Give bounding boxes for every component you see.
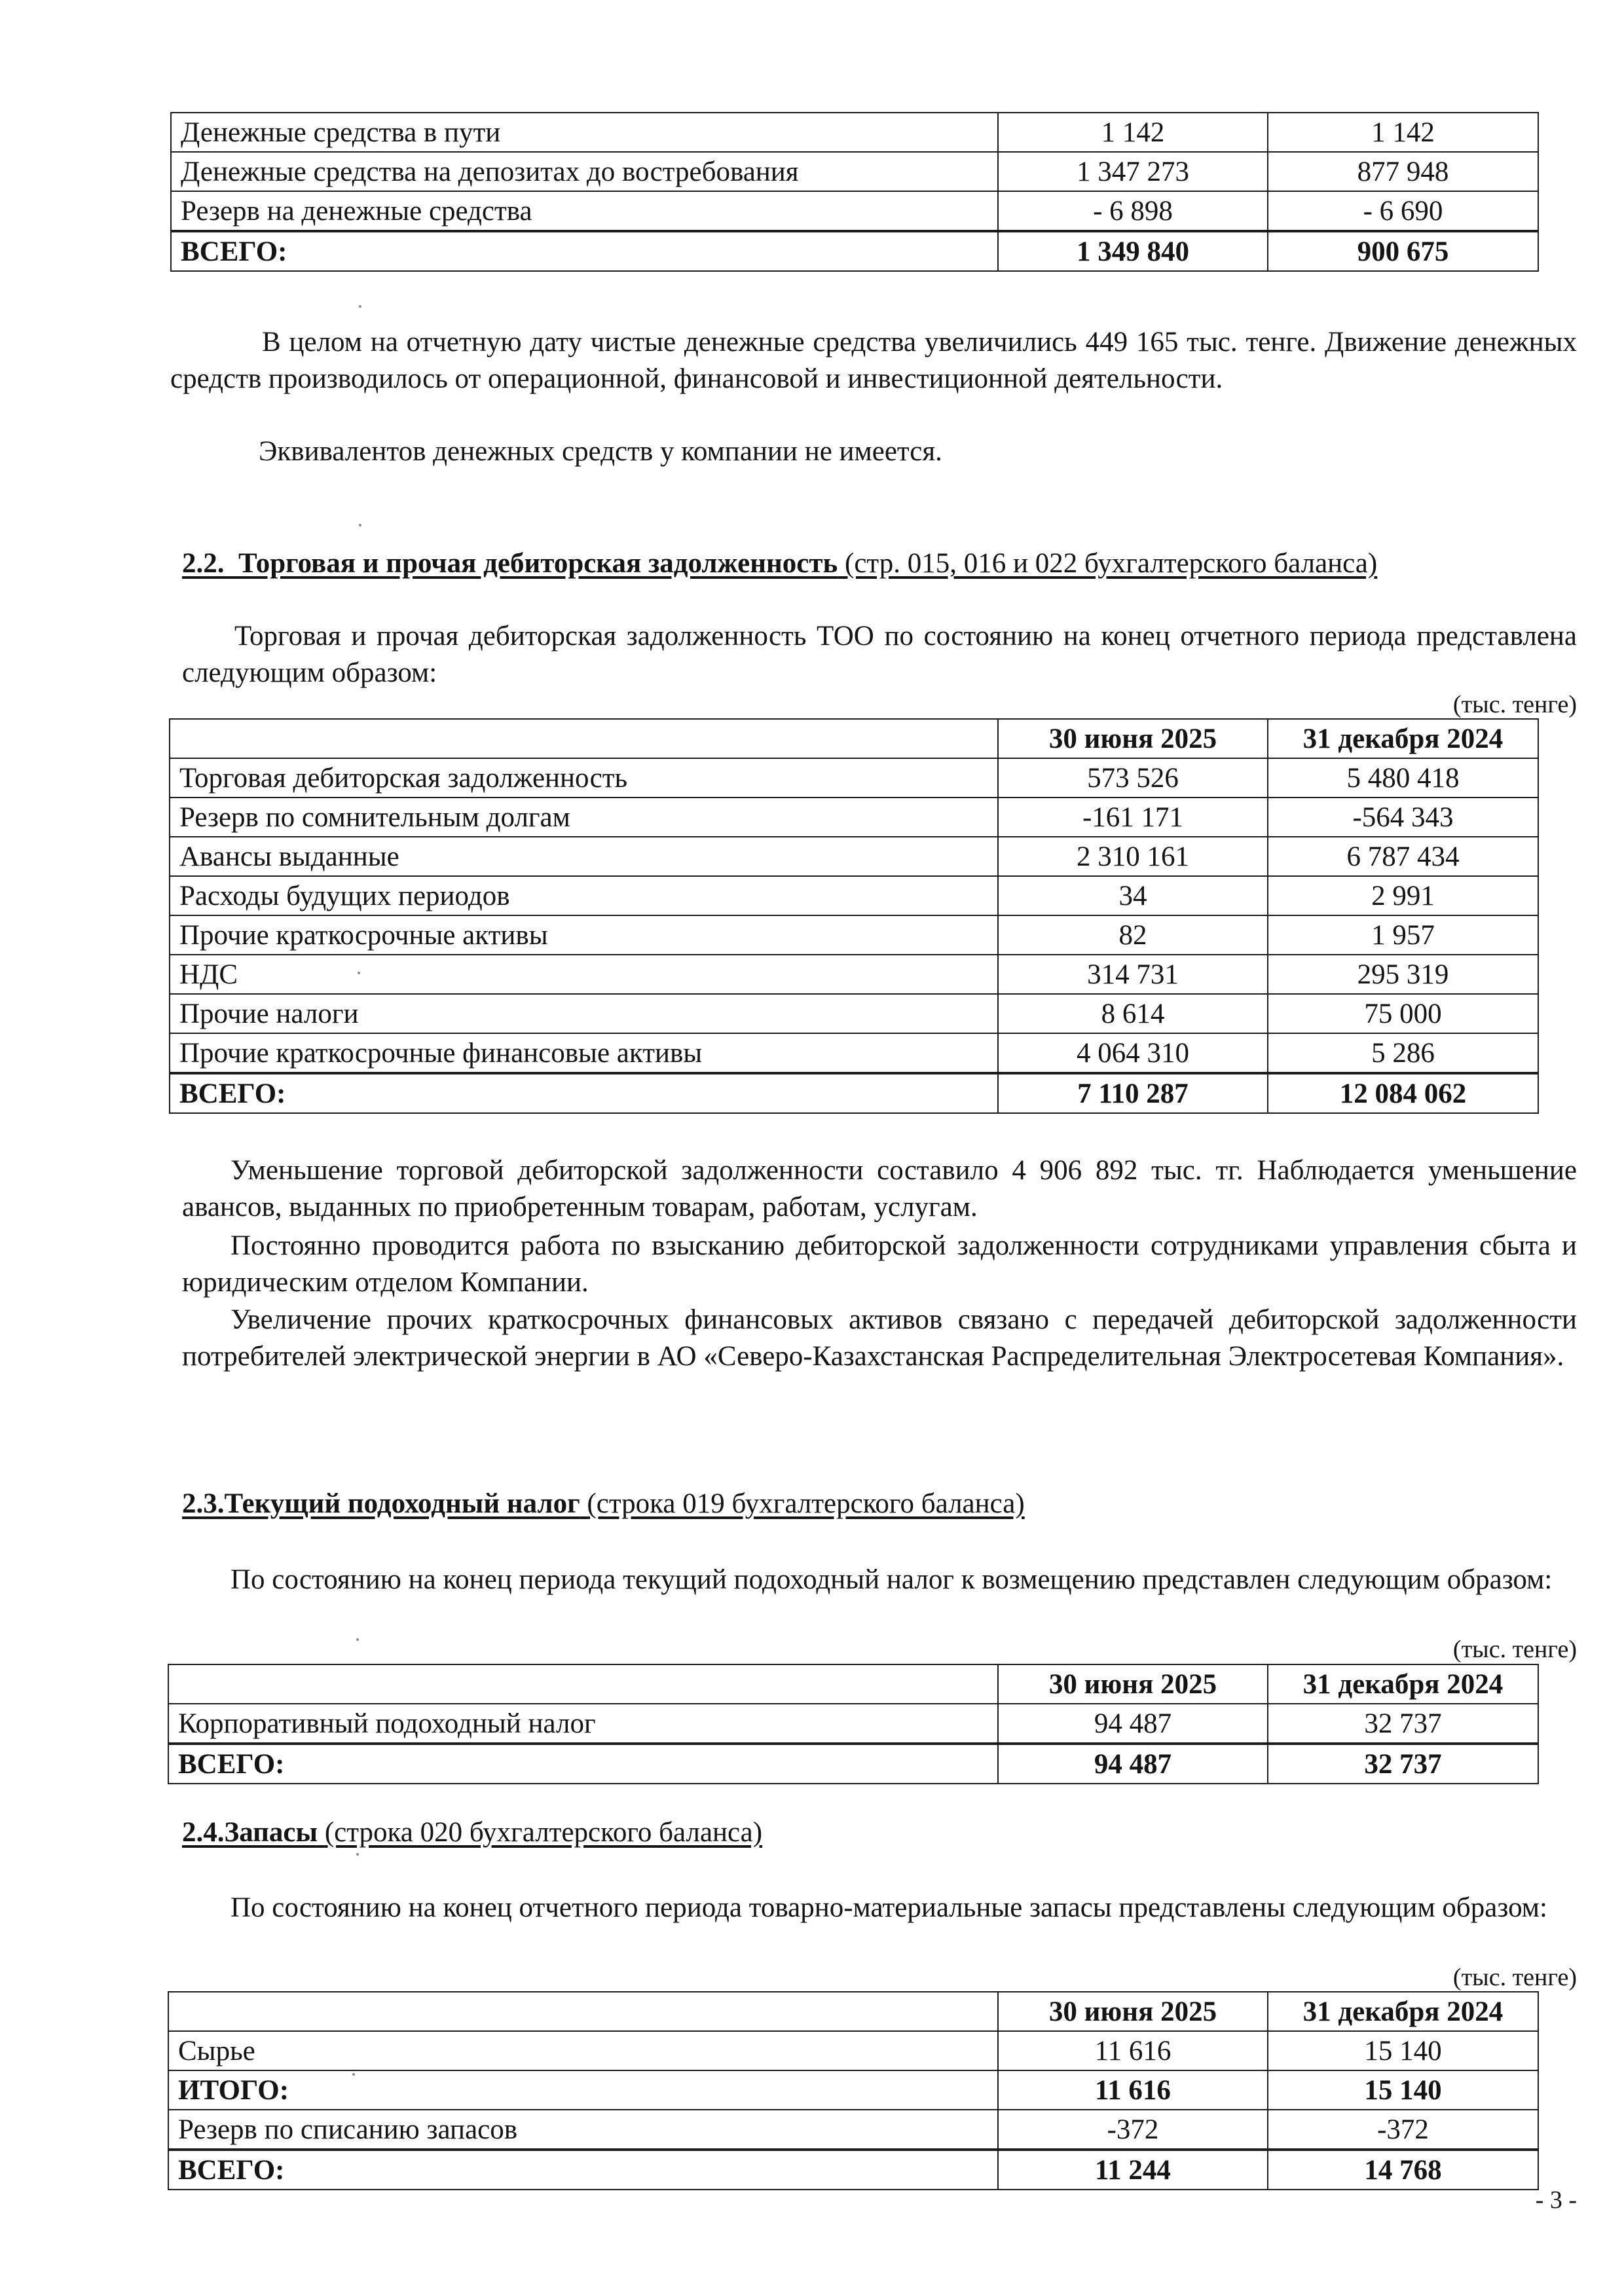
header-2024: 31 декабря 2024 <box>1268 719 1538 758</box>
table-row <box>170 758 1538 798</box>
section-2-3-heading <box>182 1488 1025 1520</box>
scan-speck <box>356 1853 359 1856</box>
scan-speck <box>359 305 361 308</box>
total-label: ВСЕГО: <box>170 1073 998 1113</box>
subtotal-label: ИТОГО: <box>168 2070 998 2110</box>
section-2-4-heading <box>182 1816 762 1848</box>
section-ref: (строка 020 бухгалтерского баланса) <box>324 1817 763 1848</box>
total-2024: 900 675 <box>1268 231 1538 271</box>
total-row <box>168 2150 1538 2190</box>
row-label: НДС <box>170 955 998 994</box>
financial-assets-paragraph: Увеличение прочих краткосрочных финансовых активов связано с передачей дебиторской задолженности потребителей электрической энергии в АО «Северо-Казахстанская Распределительная Электросетевая Компания». <box>182 1304 1577 1372</box>
value-2024: 75 000 <box>1268 994 1538 1033</box>
header-blank <box>170 719 998 758</box>
value-2024: 877 948 <box>1268 152 1538 191</box>
header-2025: 30 июня 2025 <box>998 1992 1268 2031</box>
section-title: Текущий подоходный налог <box>224 1488 580 1519</box>
section-2-2-intro: Торговая и прочая дебиторская задолженность ТОО по состоянию на конец отчетного периода представлена следующим образом: <box>182 621 1577 688</box>
value-2024: 1 142 <box>1268 113 1538 152</box>
table-header <box>170 719 1538 758</box>
value-2024: 6 787 434 <box>1268 837 1538 876</box>
header-2024: 31 декабря 2024 <box>1268 1664 1538 1704</box>
scan-speck <box>356 1638 359 1641</box>
table-row <box>170 876 1538 915</box>
value-2024: 32 737 <box>1268 1704 1538 1744</box>
inventory-table <box>168 1991 1539 2190</box>
value-2024: -372 <box>1268 2110 1538 2150</box>
total-2025: 94 487 <box>998 1744 1268 1784</box>
table-row <box>168 2031 1538 2070</box>
cash-table <box>170 112 1539 272</box>
scan-speck <box>358 972 360 974</box>
table-row <box>171 191 1538 231</box>
header-2025: 30 июня 2025 <box>998 1664 1268 1704</box>
value-2025: 8 614 <box>998 994 1268 1033</box>
table-row <box>170 915 1538 955</box>
page-number: - 3 - <box>1535 2186 1577 2214</box>
value-2024: 1 957 <box>1268 915 1538 955</box>
row-label: Расходы будущих периодов <box>170 876 998 915</box>
row-label: Денежные средства в пути <box>171 113 998 152</box>
value-2024: 295 319 <box>1268 955 1538 994</box>
cash-equivalents-paragraph: Эквивалентов денежных средств у компании не имеется. <box>259 436 942 467</box>
table-row <box>170 955 1538 994</box>
value-2025: -161 171 <box>998 798 1268 837</box>
value-2024: 5 286 <box>1268 1033 1538 1073</box>
table-row <box>170 1033 1538 1073</box>
value-2024: -564 343 <box>1268 798 1538 837</box>
unit-label: (тыс. тенге) <box>1452 691 1577 718</box>
table-header <box>168 1992 1538 2031</box>
value-2024: 15 140 <box>1268 2031 1538 2070</box>
row-label: Резерв по сомнительным долгам <box>170 798 998 837</box>
row-label: Прочие налоги <box>170 994 998 1033</box>
value-2024: 2 991 <box>1268 876 1538 915</box>
table-row <box>170 994 1538 1033</box>
income-tax-table <box>168 1664 1539 1784</box>
value-2025: 314 731 <box>998 955 1268 994</box>
value-2025: - 6 898 <box>998 191 1268 231</box>
receivables-table <box>169 718 1539 1114</box>
table-header <box>168 1664 1538 1704</box>
total-row <box>170 1073 1538 1113</box>
section-title: Запасы <box>224 1817 318 1848</box>
cash-paragraph: В целом на отчетную дату чистые денежные средства увеличились 449 165 тыс. тенге. Движение денежных средств производилось от операционной, финансовой и инвестиционной деятельности. <box>170 327 1577 394</box>
table-row <box>171 152 1538 191</box>
value-2025: -372 <box>998 2110 1268 2150</box>
section-number: 2.3. <box>182 1488 225 1519</box>
section-2-3-intro: По состоянию на конец периода текущий подоходный налог к возмещению представлен следующим образом: <box>231 1564 1553 1595</box>
table-row <box>170 837 1538 876</box>
total-2024: 32 737 <box>1268 1744 1538 1784</box>
value-2024: 5 480 418 <box>1268 758 1538 798</box>
value-2025: 573 526 <box>998 758 1268 798</box>
total-2024: 14 768 <box>1268 2150 1538 2190</box>
scan-speck <box>352 2073 355 2076</box>
total-label: ВСЕГО: <box>171 231 998 271</box>
table-row <box>170 798 1538 837</box>
section-ref: (строка 019 бухгалтерского баланса) <box>587 1488 1025 1519</box>
value-2025: 1 347 273 <box>998 152 1268 191</box>
total-2025: 7 110 287 <box>998 1073 1268 1113</box>
value-2025: 4 064 310 <box>998 1033 1268 1073</box>
total-label: ВСЕГО: <box>168 2150 998 2190</box>
row-label: Денежные средства на депозитах до востребования <box>171 152 998 191</box>
subtotal-row <box>168 2070 1538 2110</box>
subtotal-2025: 11 616 <box>998 2070 1268 2110</box>
table-row <box>171 113 1538 152</box>
value-2025: 94 487 <box>998 1704 1268 1744</box>
row-label: Прочие краткосрочные активы <box>170 915 998 955</box>
value-2025: 11 616 <box>998 2031 1268 2070</box>
value-2025: 34 <box>998 876 1268 915</box>
total-row <box>171 231 1538 271</box>
value-2024: - 6 690 <box>1268 191 1538 231</box>
total-2024: 12 084 062 <box>1268 1073 1538 1113</box>
row-label: Авансы выданные <box>170 837 998 876</box>
header-blank <box>168 1992 998 2031</box>
unit-label: (тыс. тенге) <box>1452 1636 1577 1663</box>
table-row <box>168 1704 1538 1744</box>
total-row <box>168 1744 1538 1784</box>
header-2025: 30 июня 2025 <box>998 719 1268 758</box>
total-2025: 1 349 840 <box>998 231 1268 271</box>
value-2025: 2 310 161 <box>998 837 1268 876</box>
collection-work-paragraph: Постоянно проводится работа по взысканию дебиторской задолженности сотрудниками управления сбыта и юридическим отделом Компании. <box>182 1230 1577 1298</box>
header-2024: 31 декабря 2024 <box>1268 1992 1538 2031</box>
value-2025: 82 <box>998 915 1268 955</box>
subtotal-2024: 15 140 <box>1268 2070 1538 2110</box>
row-label: Сырье <box>168 2031 998 2070</box>
total-2025: 11 244 <box>998 2150 1268 2190</box>
row-label: Резерв на денежные средства <box>171 191 998 231</box>
section-2-2-heading <box>182 547 1377 579</box>
section-ref: (стр. 015, 016 и 022 бухгалтерского баланса) <box>845 548 1378 579</box>
row-label: Торговая дебиторская задолженность <box>170 758 998 798</box>
row-label: Корпоративный подоходный налог <box>168 1704 998 1744</box>
section-2-4-intro: По состоянию на конец отчетного периода товарно-материальные запасы представлены следующим образом: <box>231 1892 1547 1923</box>
section-number: 2.2. <box>182 548 225 579</box>
section-number: 2.4. <box>182 1817 225 1848</box>
row-label: Резерв по списанию запасов <box>168 2110 998 2150</box>
total-label: ВСЕГО: <box>168 1744 998 1784</box>
receivables-decrease-paragraph: Уменьшение торговой дебиторской задолженности составило 4 906 892 тыс. тг. Наблюдается уменьшение авансов, выданных по приобретенным товарам, работам, услугам. <box>182 1155 1577 1222</box>
unit-label: (тыс. тенге) <box>1452 1964 1577 1991</box>
scan-speck <box>359 524 361 526</box>
section-title: Торговая и прочая дебиторская задолженность <box>238 548 838 579</box>
table-row <box>168 2110 1538 2150</box>
value-2025: 1 142 <box>998 113 1268 152</box>
row-label: Прочие краткосрочные финансовые активы <box>170 1033 998 1073</box>
header-blank <box>168 1664 998 1704</box>
